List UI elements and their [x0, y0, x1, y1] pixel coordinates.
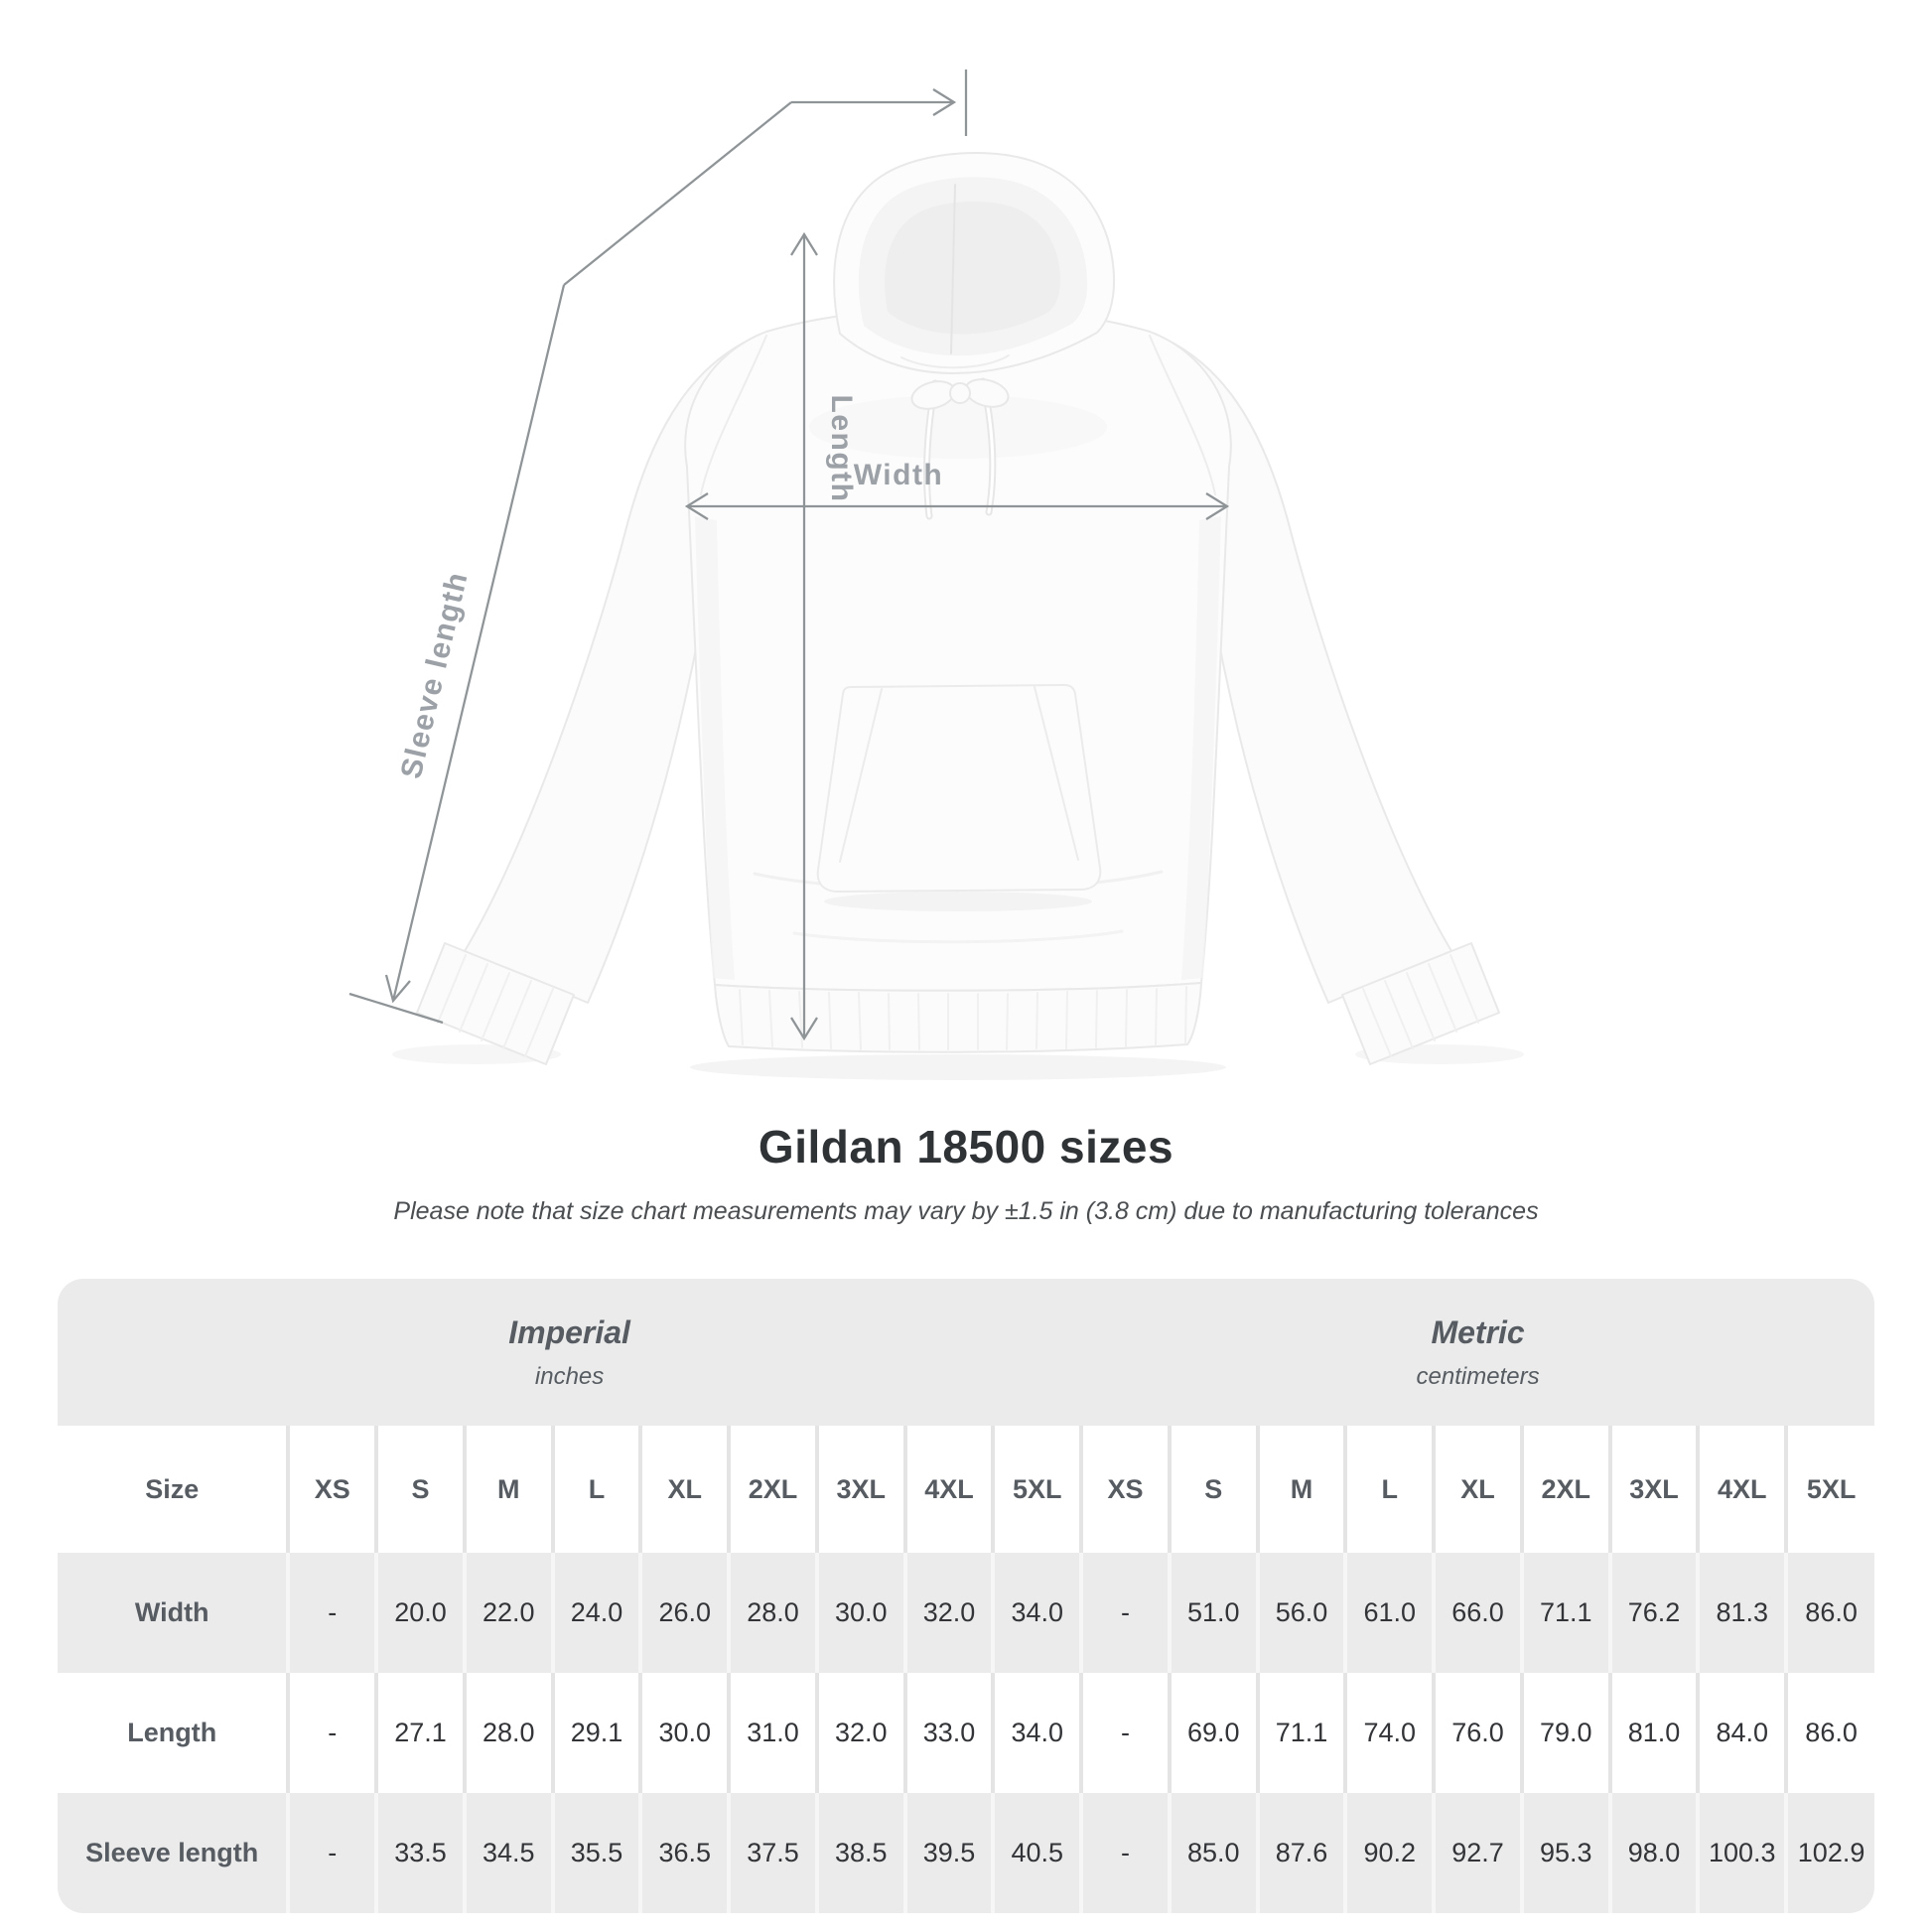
- size-value-cell: 32.0: [905, 1553, 994, 1673]
- size-value-cell: 31.0: [729, 1673, 817, 1793]
- hoodie-pocket: [818, 685, 1101, 892]
- size-value-cell: 24.0: [553, 1553, 641, 1673]
- size-value-cell: 32.0: [817, 1673, 905, 1793]
- size-col-header: 3XL: [817, 1426, 905, 1553]
- size-value-cell: 34.0: [993, 1673, 1081, 1793]
- size-value-cell: 86.0: [1786, 1553, 1874, 1673]
- size-value-cell: 39.5: [905, 1793, 994, 1913]
- page-title: Gildan 18500 sizes: [758, 1121, 1174, 1173]
- size-value-cell: -: [288, 1793, 376, 1913]
- size-col-header: 2XL: [1522, 1426, 1610, 1553]
- pocket-shadow: [824, 892, 1092, 911]
- size-value-cell: 100.3: [1698, 1793, 1786, 1913]
- size-col-header: S: [1170, 1426, 1258, 1553]
- measurement-row: [58, 1553, 1874, 1673]
- measurement-row: [58, 1673, 1874, 1793]
- size-col-header: XL: [1434, 1426, 1522, 1553]
- unit-band-row: [58, 1279, 1874, 1426]
- imperial-group-header: [58, 1279, 1081, 1426]
- size-col-header: M: [1258, 1426, 1346, 1553]
- length-label: Length: [825, 394, 858, 503]
- size-value-cell: 66.0: [1434, 1553, 1522, 1673]
- size-value-cell: 90.2: [1345, 1793, 1434, 1913]
- size-value-cell: 20.0: [376, 1553, 465, 1673]
- size-value-cell: 81.0: [1610, 1673, 1699, 1793]
- size-value-cell: 76.2: [1610, 1553, 1699, 1673]
- size-value-cell: 86.0: [1786, 1673, 1874, 1793]
- size-col-header: 5XL: [993, 1426, 1081, 1553]
- size-value-cell: 87.6: [1258, 1793, 1346, 1913]
- measurement-row: [58, 1793, 1874, 1913]
- size-value-cell: 84.0: [1698, 1673, 1786, 1793]
- size-value-cell: -: [288, 1673, 376, 1793]
- sleeve-length-label: Sleeve length: [394, 568, 475, 782]
- size-value-cell: 28.0: [729, 1553, 817, 1673]
- size-value-cell: 34.0: [993, 1553, 1081, 1673]
- size-value-cell: 29.1: [553, 1673, 641, 1793]
- size-col-header: S: [376, 1426, 465, 1553]
- size-value-cell: 37.5: [729, 1793, 817, 1913]
- size-value-cell: 95.3: [1522, 1793, 1610, 1913]
- ground-shadow: [690, 1054, 1226, 1080]
- size-value-cell: 56.0: [1258, 1553, 1346, 1673]
- size-chart-table-container: [58, 1279, 1874, 1913]
- size-col-header: 5XL: [1786, 1426, 1874, 1553]
- size-value-cell: 76.0: [1434, 1673, 1522, 1793]
- size-value-cell: 33.5: [376, 1793, 465, 1913]
- size-value-cell: -: [1081, 1673, 1170, 1793]
- size-value-cell: 28.0: [465, 1673, 553, 1793]
- size-col-header: M: [465, 1426, 553, 1553]
- size-value-cell: 26.0: [640, 1553, 729, 1673]
- width-label: Width: [853, 459, 944, 491]
- size-value-cell: 27.1: [376, 1673, 465, 1793]
- size-col-header: L: [1345, 1426, 1434, 1553]
- hood-inner-shadow: [885, 202, 1060, 334]
- size-header-row: [58, 1426, 1874, 1553]
- imperial-unit-label: inches: [534, 1362, 605, 1390]
- size-value-cell: 98.0: [1610, 1793, 1699, 1913]
- size-value-cell: -: [1081, 1553, 1170, 1673]
- size-value-cell: 61.0: [1345, 1553, 1434, 1673]
- size-value-cell: 38.5: [817, 1793, 905, 1913]
- size-value-cell: 30.0: [817, 1553, 905, 1673]
- size-value-cell: 69.0: [1170, 1673, 1258, 1793]
- size-col-header: 4XL: [1698, 1426, 1786, 1553]
- size-value-cell: 34.5: [465, 1793, 553, 1913]
- size-col-header: XS: [1081, 1426, 1170, 1553]
- size-value-cell: -: [288, 1553, 376, 1673]
- size-value-cell: -: [1081, 1793, 1170, 1913]
- metric-label: Metric: [1431, 1313, 1525, 1350]
- size-value-cell: 79.0: [1522, 1673, 1610, 1793]
- size-col-header: XS: [288, 1426, 376, 1553]
- size-value-cell: 51.0: [1170, 1553, 1258, 1673]
- size-value-cell: 33.0: [905, 1673, 994, 1793]
- size-value-cell: 22.0: [465, 1553, 553, 1673]
- size-value-cell: 35.5: [553, 1793, 641, 1913]
- size-col-header: 4XL: [905, 1426, 994, 1553]
- size-value-cell: 92.7: [1434, 1793, 1522, 1913]
- bow-knot: [950, 383, 970, 403]
- size-col-header: L: [553, 1426, 641, 1553]
- size-value-cell: 81.3: [1698, 1553, 1786, 1673]
- size-value-cell: 74.0: [1345, 1673, 1434, 1793]
- size-value-cell: 40.5: [993, 1793, 1081, 1913]
- row-label: Width: [58, 1553, 288, 1673]
- size-col-header: 2XL: [729, 1426, 817, 1553]
- size-col-header: 3XL: [1610, 1426, 1699, 1553]
- size-value-cell: 102.9: [1786, 1793, 1874, 1913]
- size-chart-table: [58, 1279, 1874, 1913]
- metric-unit-label: centimeters: [1416, 1362, 1540, 1390]
- imperial-label: Imperial: [508, 1313, 630, 1350]
- row-label: Sleeve length: [58, 1793, 288, 1913]
- size-col-header: XL: [640, 1426, 729, 1553]
- tolerance-note: Please note that size chart measurements may vary by ±1.5 in (3.8 cm) due to manufacturing tolerances: [393, 1197, 1539, 1225]
- size-value-cell: 71.1: [1522, 1553, 1610, 1673]
- metric-group-header: [1081, 1279, 1874, 1426]
- size-column-header: Size: [58, 1426, 288, 1553]
- size-value-cell: 36.5: [640, 1793, 729, 1913]
- size-value-cell: 71.1: [1258, 1673, 1346, 1793]
- size-value-cell: 30.0: [640, 1673, 729, 1793]
- size-value-cell: 85.0: [1170, 1793, 1258, 1913]
- row-label: Length: [58, 1673, 288, 1793]
- hoodie-hem-band: [715, 983, 1201, 1052]
